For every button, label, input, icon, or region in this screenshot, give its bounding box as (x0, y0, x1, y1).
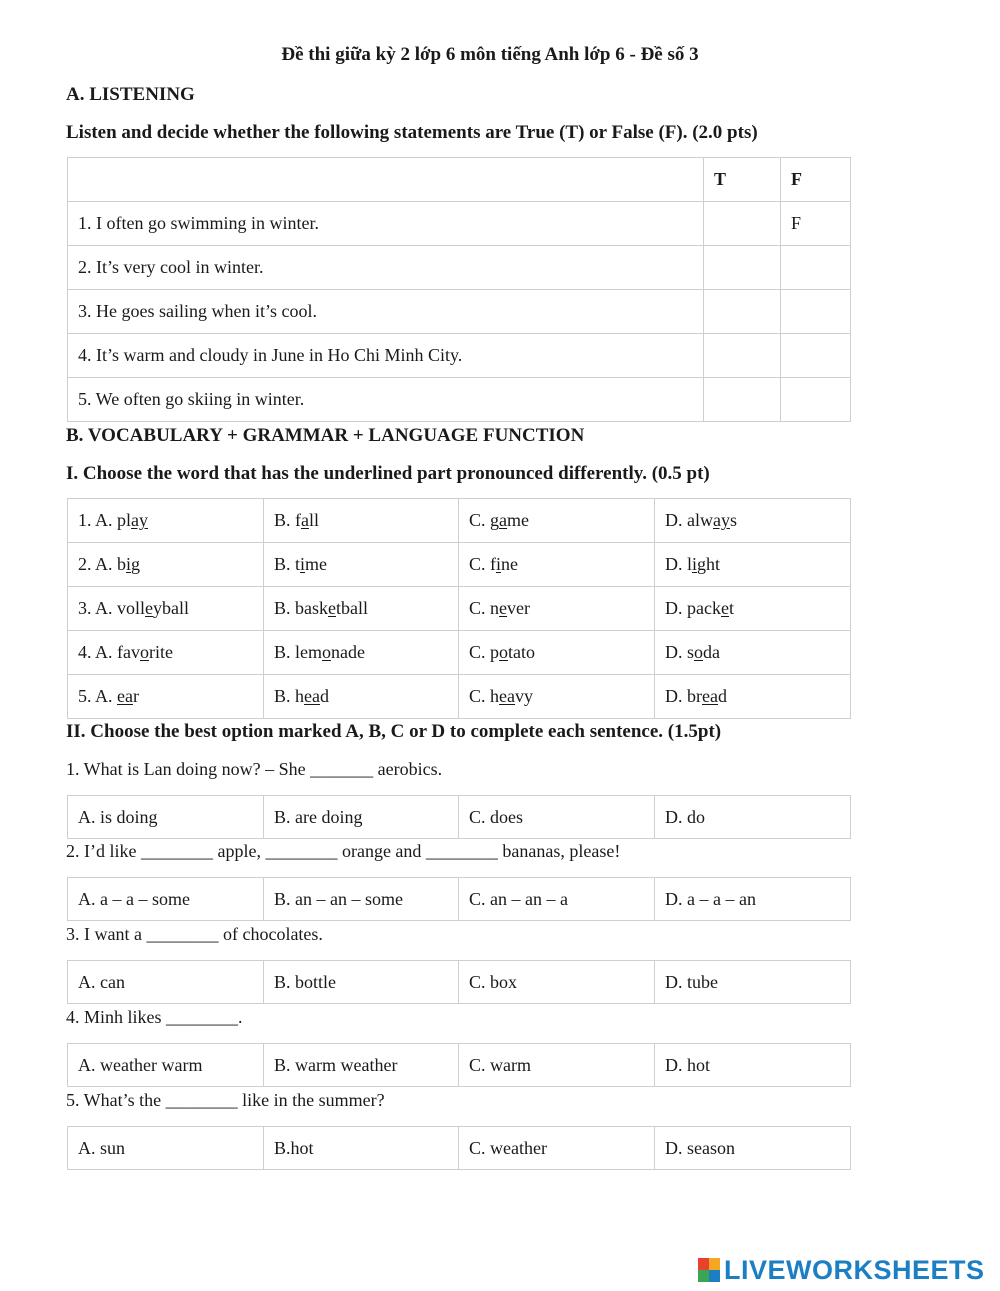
table-row (68, 202, 851, 246)
option-a[interactable]: A. is doing (68, 796, 264, 839)
pronunciation-option[interactable] (264, 543, 459, 587)
vocabulary-heading: B. VOCABULARY + GRAMMAR + LANGUAGE FUNCTION (66, 425, 585, 446)
underlined-part: e (145, 598, 154, 618)
statement-text: 3. He goes sailing when it’s cool. (68, 290, 704, 334)
underlined-part: e (328, 598, 336, 618)
option-c[interactable]: C. warm (459, 1044, 655, 1087)
pronunciation-option[interactable] (68, 543, 264, 587)
option-suffix: g (131, 554, 141, 574)
logo-square-blue (709, 1270, 720, 1282)
logo-square-orange (709, 1258, 720, 1270)
table-row (68, 290, 851, 334)
option-suffix: me (305, 554, 328, 574)
pronunciation-option[interactable] (655, 631, 851, 675)
false-answer-cell[interactable] (781, 334, 851, 378)
table-header-row (68, 158, 851, 202)
page-title: Đề thi giữa kỳ 2 lớp 6 môn tiếng Anh lớp 6 - Đề số 3 (281, 44, 699, 65)
underlined-part: ea (702, 686, 718, 706)
option-suffix: ne (501, 554, 519, 574)
options-table (67, 795, 851, 839)
option-suffix: ght (697, 554, 721, 574)
listening-heading: A. LISTENING (66, 84, 195, 105)
option-prefix: B. f (274, 510, 301, 530)
options-table (67, 960, 851, 1004)
logo-square-red (698, 1258, 709, 1270)
true-false-table (67, 157, 851, 422)
table-row (68, 587, 851, 631)
underlined-part: o (694, 642, 704, 662)
option-suffix: me (507, 510, 530, 530)
false-header: F (781, 158, 851, 202)
underlined-part: o (140, 642, 149, 662)
option-d[interactable]: D. season (655, 1127, 851, 1170)
option-prefix: C. p (469, 642, 500, 662)
false-answer-cell[interactable] (781, 246, 851, 290)
option-prefix: 5. A. (78, 686, 118, 706)
underlined-part: e (720, 598, 729, 618)
true-answer-cell[interactable] (704, 334, 781, 378)
option-c[interactable]: C. box (459, 961, 655, 1004)
option-b[interactable]: B. an – an – some (264, 878, 459, 921)
option-suffix: nade (331, 642, 365, 662)
option-a[interactable]: A. sun (68, 1127, 264, 1170)
option-a[interactable]: A. can (68, 961, 264, 1004)
option-suffix: ll (309, 510, 320, 530)
question-stem: 3. I want a ________ of chocolates. (66, 924, 323, 944)
table-row (68, 246, 851, 290)
option-prefix: D. alw (665, 510, 713, 530)
table-row (68, 334, 851, 378)
option-prefix: D. pack (665, 598, 721, 618)
statement-text: 2. It’s very cool in winter. (68, 246, 704, 290)
pronunciation-option[interactable] (68, 499, 264, 543)
pronunciation-option[interactable] (264, 499, 459, 543)
table-row (68, 878, 851, 921)
pronunciation-option[interactable] (655, 587, 851, 631)
underlined-part: i (496, 554, 502, 574)
multiple-choice-instruction: II. Choose the best option marked A, B, C or D to complete each sentence. (1.5pt) (66, 721, 722, 742)
table-row (68, 796, 851, 839)
option-prefix: B. h (274, 686, 305, 706)
statement-text: 1. I often go swimming in winter. (68, 202, 704, 246)
liveworksheets-logo (698, 1256, 985, 1284)
option-suffix: tball (336, 598, 368, 618)
true-answer-cell[interactable] (704, 378, 781, 422)
option-d[interactable]: D. tube (655, 961, 851, 1004)
table-row (68, 961, 851, 1004)
underlined-part: o (499, 642, 509, 662)
pronunciation-option[interactable] (655, 675, 851, 719)
false-answer-cell[interactable] (781, 378, 851, 422)
option-b[interactable]: B. bottle (264, 961, 459, 1004)
listening-instruction: Listen and decide whether the following statements are True (T) or False (F). (2.0 pts) (66, 122, 758, 143)
table-row (68, 543, 851, 587)
pronunciation-option[interactable] (68, 631, 264, 675)
table-row (68, 499, 851, 543)
option-a[interactable]: A. a – a – some (68, 878, 264, 921)
pronunciation-option[interactable] (68, 587, 264, 631)
option-a[interactable]: A. weather warm (68, 1044, 264, 1087)
pronunciation-option[interactable] (264, 675, 459, 719)
options-table (67, 1043, 851, 1087)
underlined-part: ea (304, 686, 320, 706)
underlined-part: a (301, 510, 309, 530)
option-suffix: vy (515, 686, 533, 706)
option-suffix: t (728, 598, 734, 618)
table-row (68, 378, 851, 422)
option-suffix: d (717, 686, 727, 706)
statement-text: 5. We often go skiing in winter. (68, 378, 704, 422)
table-row (68, 631, 851, 675)
underlined-part: a (499, 510, 508, 530)
question-stem: 2. I’d like ________ apple, ________ orange and ________ bananas, please! (66, 841, 621, 861)
pronunciation-option[interactable] (459, 631, 655, 675)
underlined-part: e (499, 598, 508, 618)
option-suffix: r (133, 686, 139, 706)
option-b[interactable]: B. warm weather (264, 1044, 459, 1087)
option-b[interactable]: B.hot (264, 1127, 459, 1170)
pronunciation-table (67, 498, 851, 719)
pronunciation-option[interactable] (459, 675, 655, 719)
option-prefix: 2. A. b (78, 554, 127, 574)
option-suffix: tato (508, 642, 536, 662)
option-suffix: rite (149, 642, 173, 662)
underlined-part: i (300, 554, 306, 574)
underlined-part: ay (131, 510, 149, 530)
underlined-part: ea (499, 686, 515, 706)
underlined-part: o (322, 642, 331, 662)
pronunciation-option[interactable] (264, 587, 459, 631)
pronunciation-option[interactable] (655, 543, 851, 587)
option-d[interactable]: D. do (655, 796, 851, 839)
table-row (68, 1044, 851, 1087)
option-c[interactable]: C. weather (459, 1127, 655, 1170)
option-suffix: s (730, 510, 738, 530)
logo-mark-icon (698, 1258, 720, 1282)
option-suffix: yball (153, 598, 190, 618)
pronunciation-option[interactable] (459, 543, 655, 587)
pronunciation-option[interactable] (459, 499, 655, 543)
option-prefix: 4. A. fav (78, 642, 140, 662)
option-d[interactable]: D. a – a – an (655, 878, 851, 921)
option-prefix: B. t (274, 554, 301, 574)
pronunciation-option[interactable] (68, 675, 264, 719)
true-answer-cell[interactable] (704, 290, 781, 334)
option-prefix: C. n (469, 598, 500, 618)
question-stem: 1. What is Lan doing now? – She _______ aerobics. (66, 759, 443, 779)
table-row (68, 1127, 851, 1170)
pronunciation-option[interactable] (459, 587, 655, 631)
option-c[interactable]: C. an – an – a (459, 878, 655, 921)
statement-text: 4. It’s warm and cloudy in June in Ho Chi Minh City. (68, 334, 704, 378)
true-header: T (704, 158, 781, 202)
false-answer-cell[interactable] (781, 290, 851, 334)
statement-header-cell (68, 158, 704, 202)
logo-text: LIVEWORKSHEETS (724, 1254, 985, 1285)
question-stem: 5. What’s the ________ like in the summer? (66, 1090, 385, 1110)
pronunciation-option[interactable] (655, 499, 851, 543)
options-table (67, 877, 851, 921)
underlined-part: ay (713, 510, 730, 530)
pronunciation-option[interactable] (264, 631, 459, 675)
option-prefix: C. h (469, 686, 500, 706)
option-suffix: d (320, 686, 329, 706)
options-table (67, 1126, 851, 1170)
table-row (68, 675, 851, 719)
option-d[interactable]: D. hot (655, 1044, 851, 1087)
underlined-part: i (692, 554, 698, 574)
option-suffix: da (703, 642, 721, 662)
option-c[interactable]: C. does (459, 796, 655, 839)
underlined-part: i (126, 554, 132, 574)
pronunciation-instruction: I. Choose the word that has the underlined part pronounced differently. (0.5 pt) (66, 463, 710, 484)
option-prefix: D. l (665, 554, 692, 574)
option-prefix: 1. A. pl (78, 510, 132, 530)
false-answer-cell[interactable]: F (781, 202, 851, 246)
option-b[interactable]: B. are doing (264, 796, 459, 839)
underlined-part: ea (117, 686, 133, 706)
option-prefix: 3. A. voll (78, 598, 146, 618)
option-prefix: D. s (665, 642, 695, 662)
option-prefix: D. br (665, 686, 702, 706)
option-prefix: B. lem (274, 642, 322, 662)
option-prefix: C. f (469, 554, 496, 574)
logo-square-green (698, 1270, 709, 1282)
true-answer-cell[interactable] (704, 202, 781, 246)
option-suffix: ver (507, 598, 530, 618)
question-stem: 4. Minh likes ________. (66, 1007, 243, 1027)
true-answer-cell[interactable] (704, 246, 781, 290)
option-prefix: B. bask (274, 598, 328, 618)
option-prefix: C. g (469, 510, 500, 530)
